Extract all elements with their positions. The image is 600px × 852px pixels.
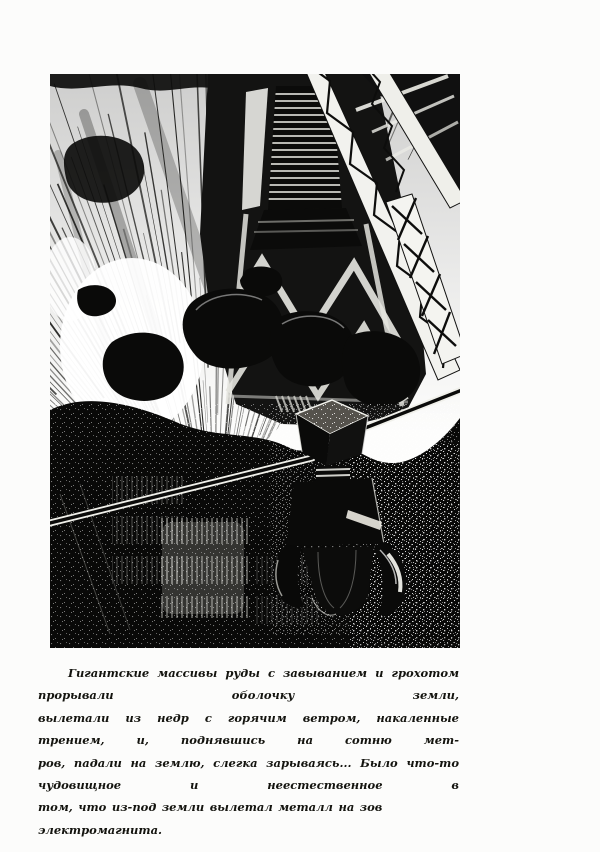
paragraph bbox=[38, 662, 459, 841]
book-illustration bbox=[50, 74, 460, 648]
paragraph-line-3: ров, падали на землю, слегка зарываясь... Было что-то чудовищное и неестественное в bbox=[38, 755, 459, 793]
rock-cloud bbox=[64, 136, 144, 203]
paragraph-line-2: вылетали из недр с горячим ветром, накаленные трением, и, поднявшись на сотню мет- bbox=[38, 710, 459, 748]
paragraph-line-1: Гигантские массивы руды с завыванием и грохотом прорывали оболочку земли, bbox=[38, 666, 459, 703]
paragraph-line-4: том, что из-под земли вылетал металл на зов электромагнита. bbox=[38, 800, 383, 837]
